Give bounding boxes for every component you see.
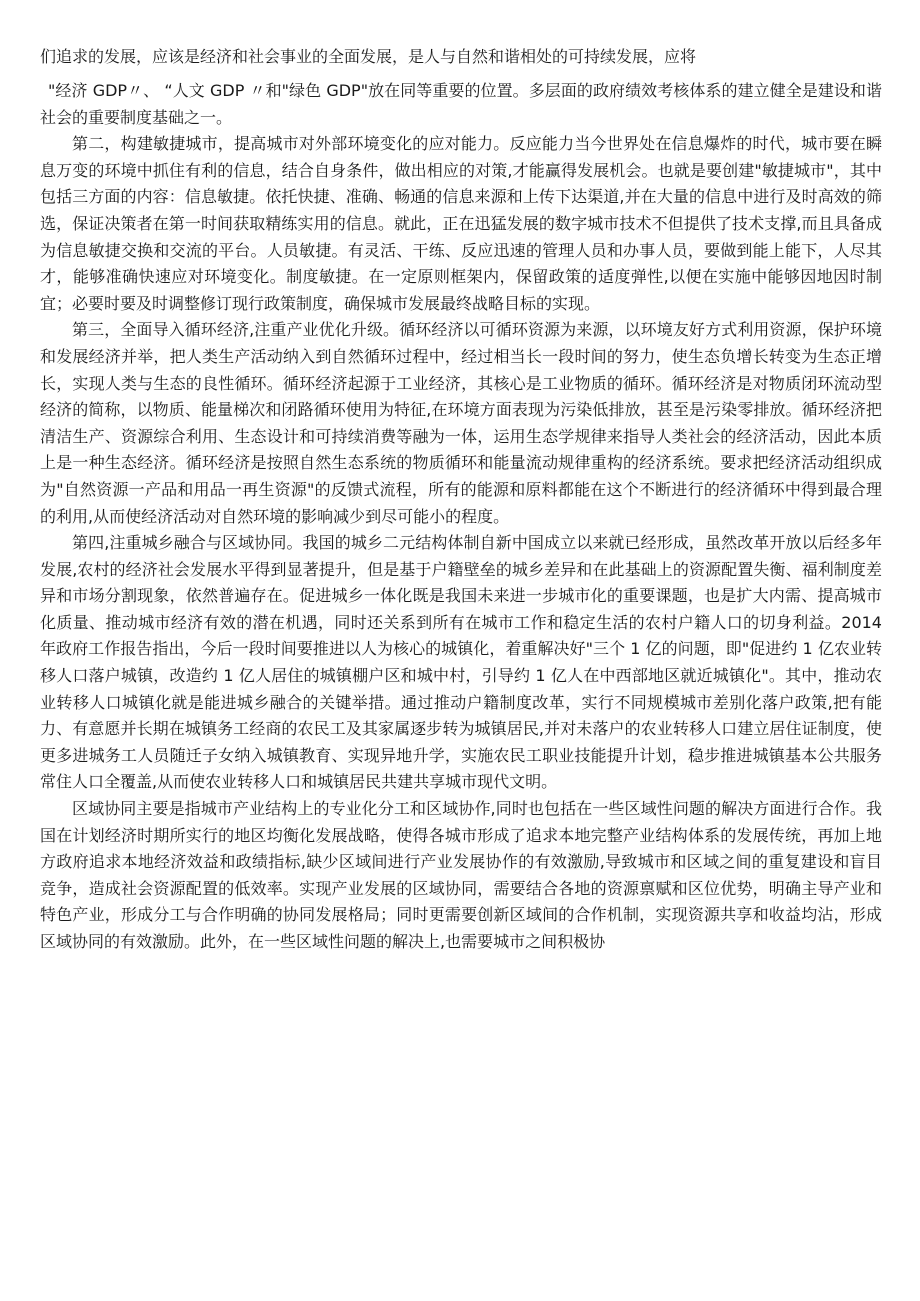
paragraph-gdp: "经济 GDP〃、 “人文 GDP 〃和"绿色 GDP"放在同等重要的位置。多层面的政府绩效考核体系的建立健全是建设和谐社会的重要制度基础之一。 [40,81,882,127]
document-page [40,44,882,956]
paragraph-urban-rural: 第四,注重城乡融合与区域协同。我国的城乡二元结构体制自新中国成立以来就已经形成，虽然改革开放以后经多年发展,农村的经济社会发展水平得到显著提升，但是基于户籍壁垒的城乡差异和在此基础上的资源配置失衡、福利制度差异和市场分割现象，依然普遍存在。促进城乡一体化既是我国未来进一步城市化的重要课题，也是扩大内需、提高城市化质量、推动城市经济有效的潜在机遇，同时还关系到所有在城市工作和稳定生活的农村户籍人口的切身利益。2014 年政府工作报告指出，今后一段时间要推进以人为核心的城镇化，着重解决好"三个 1 亿的问题，即"促进约 1 亿农业转移人口落户城镇，改造约 1 亿人居住的城镇棚户区和城中村，引导约 1 亿人在中西部地区就近城镇化"。其中，推动农业转移人口城镇化就是能进城乡融合的关键举措。通过推动户籍制度改革，实行不同规模城市差别化落户政策,把有能力、有意愿并长期在城镇务工经商的农民工及其家属逐步转为城镇居民,并对未落户的农业转移人口建立居住证制度，使更多进城务工人员随迁子女纳入城镇教育、实现异地升学，实施农民工职业技能提升计划，稳步推进城镇基本公共服务常住人口全覆盖,从而使农业转移人口和城镇居民共建共享城市现代文明。 [40,533,882,792]
paragraph-agile-city: 第二，构建敏捷城市，提高城市对外部环境变化的应对能力。反应能力当今世界处在信息爆炸的时代，城市要在瞬息万变的环境中抓住有利的信息，结合自身条件，做出相应的对策,才能赢得发展机会。也就是要创建"敏捷城市"，其中包括三方面的内容：信息敏捷。依托快捷、准确、畅通的信息来源和上传下达渠道,并在大量的信息中进行及时高效的筛选，保证决策者在第一时间获取精练实用的信息。就此，正在迅猛发展的数字城市技术不但提供了技术支撑,而且具备成为信息敏捷交换和交流的平台。人员敏捷。有灵活、干练、反应迅速的管理人员和办事人员，要做到能上能下，人尽其才，能够准确快速应对环境变化。制度敏捷。在一定原则框架内，保留政策的适度弹性,以便在实施中能够因地因时制宜；必要时要及时调整修订现行政策制度，确保城市发展最终战略目标的实现。 [40,134,882,313]
paragraph-regional-coordination: 区域协同主要是指城市产业结构上的专业化分工和区域协作,同时也包括在一些区域性问题的解决方面进行合作。我国在计划经济时期所实行的地区均衡化发展战略，使得各城市形成了追求本地完整产业结构体系的发展传统，再加上地方政府追求本地经济效益和政绩指标,缺少区域间进行产业发展协作的有效激励,导致城市和区域之间的重复建设和盲目竞争，造成社会资源配置的低效率。实现产业发展的区域协同，需要结合各地的资源禀赋和区位优势，明确主导产业和特色产业，形成分工与合作明确的协同发展格局；同时更需要创新区域间的合作机制，实现资源共享和收益均沾，形成区域协同的有效激励。此外，在一些区域性问题的解决上,也需要城市之间积极协 [40,799,882,951]
paragraph-continuation: 们追求的发展，应该是经济和社会事业的全面发展，是人与自然和谐相处的可持续发展，应将 [40,47,697,66]
paragraph-circular-economy: 第三，全面导入循环经济,注重产业优化升级。循环经济以可循环资源为来源，以环境友好方式利用资源，保护环境和发展经济并举，把人类生产活动纳入到自然循环过程中，经过相当长一段时间的努力，使生态负增长转变为生态正增长，实现人类与生态的良性循环。循环经济起源于工业经济，其核心是工业物质的循环。循环经济是对物质闭环流动型经济的简称，以物质、能量梯次和闭路循环使用为特征,在环境方面表现为污染低排放，甚至是污染零排放。循环经济把清洁生产、资源综合利用、生态设计和可持续消费等融为一体，运用生态学规律来指导人类社会的经济活动，因此本质上是一种生态经济。循环经济是按照自然生态系统的物质循环和能量流动规律重构的经济系统。要求把经济活动组织成为"自然资源一产品和用品一再生资源"的反馈式流程，所有的能源和原料都能在这个不断进行的经济循环中得到最合理的利用,从而使经济活动对自然环境的影响减少到尽可能小的程度。 [40,320,882,526]
